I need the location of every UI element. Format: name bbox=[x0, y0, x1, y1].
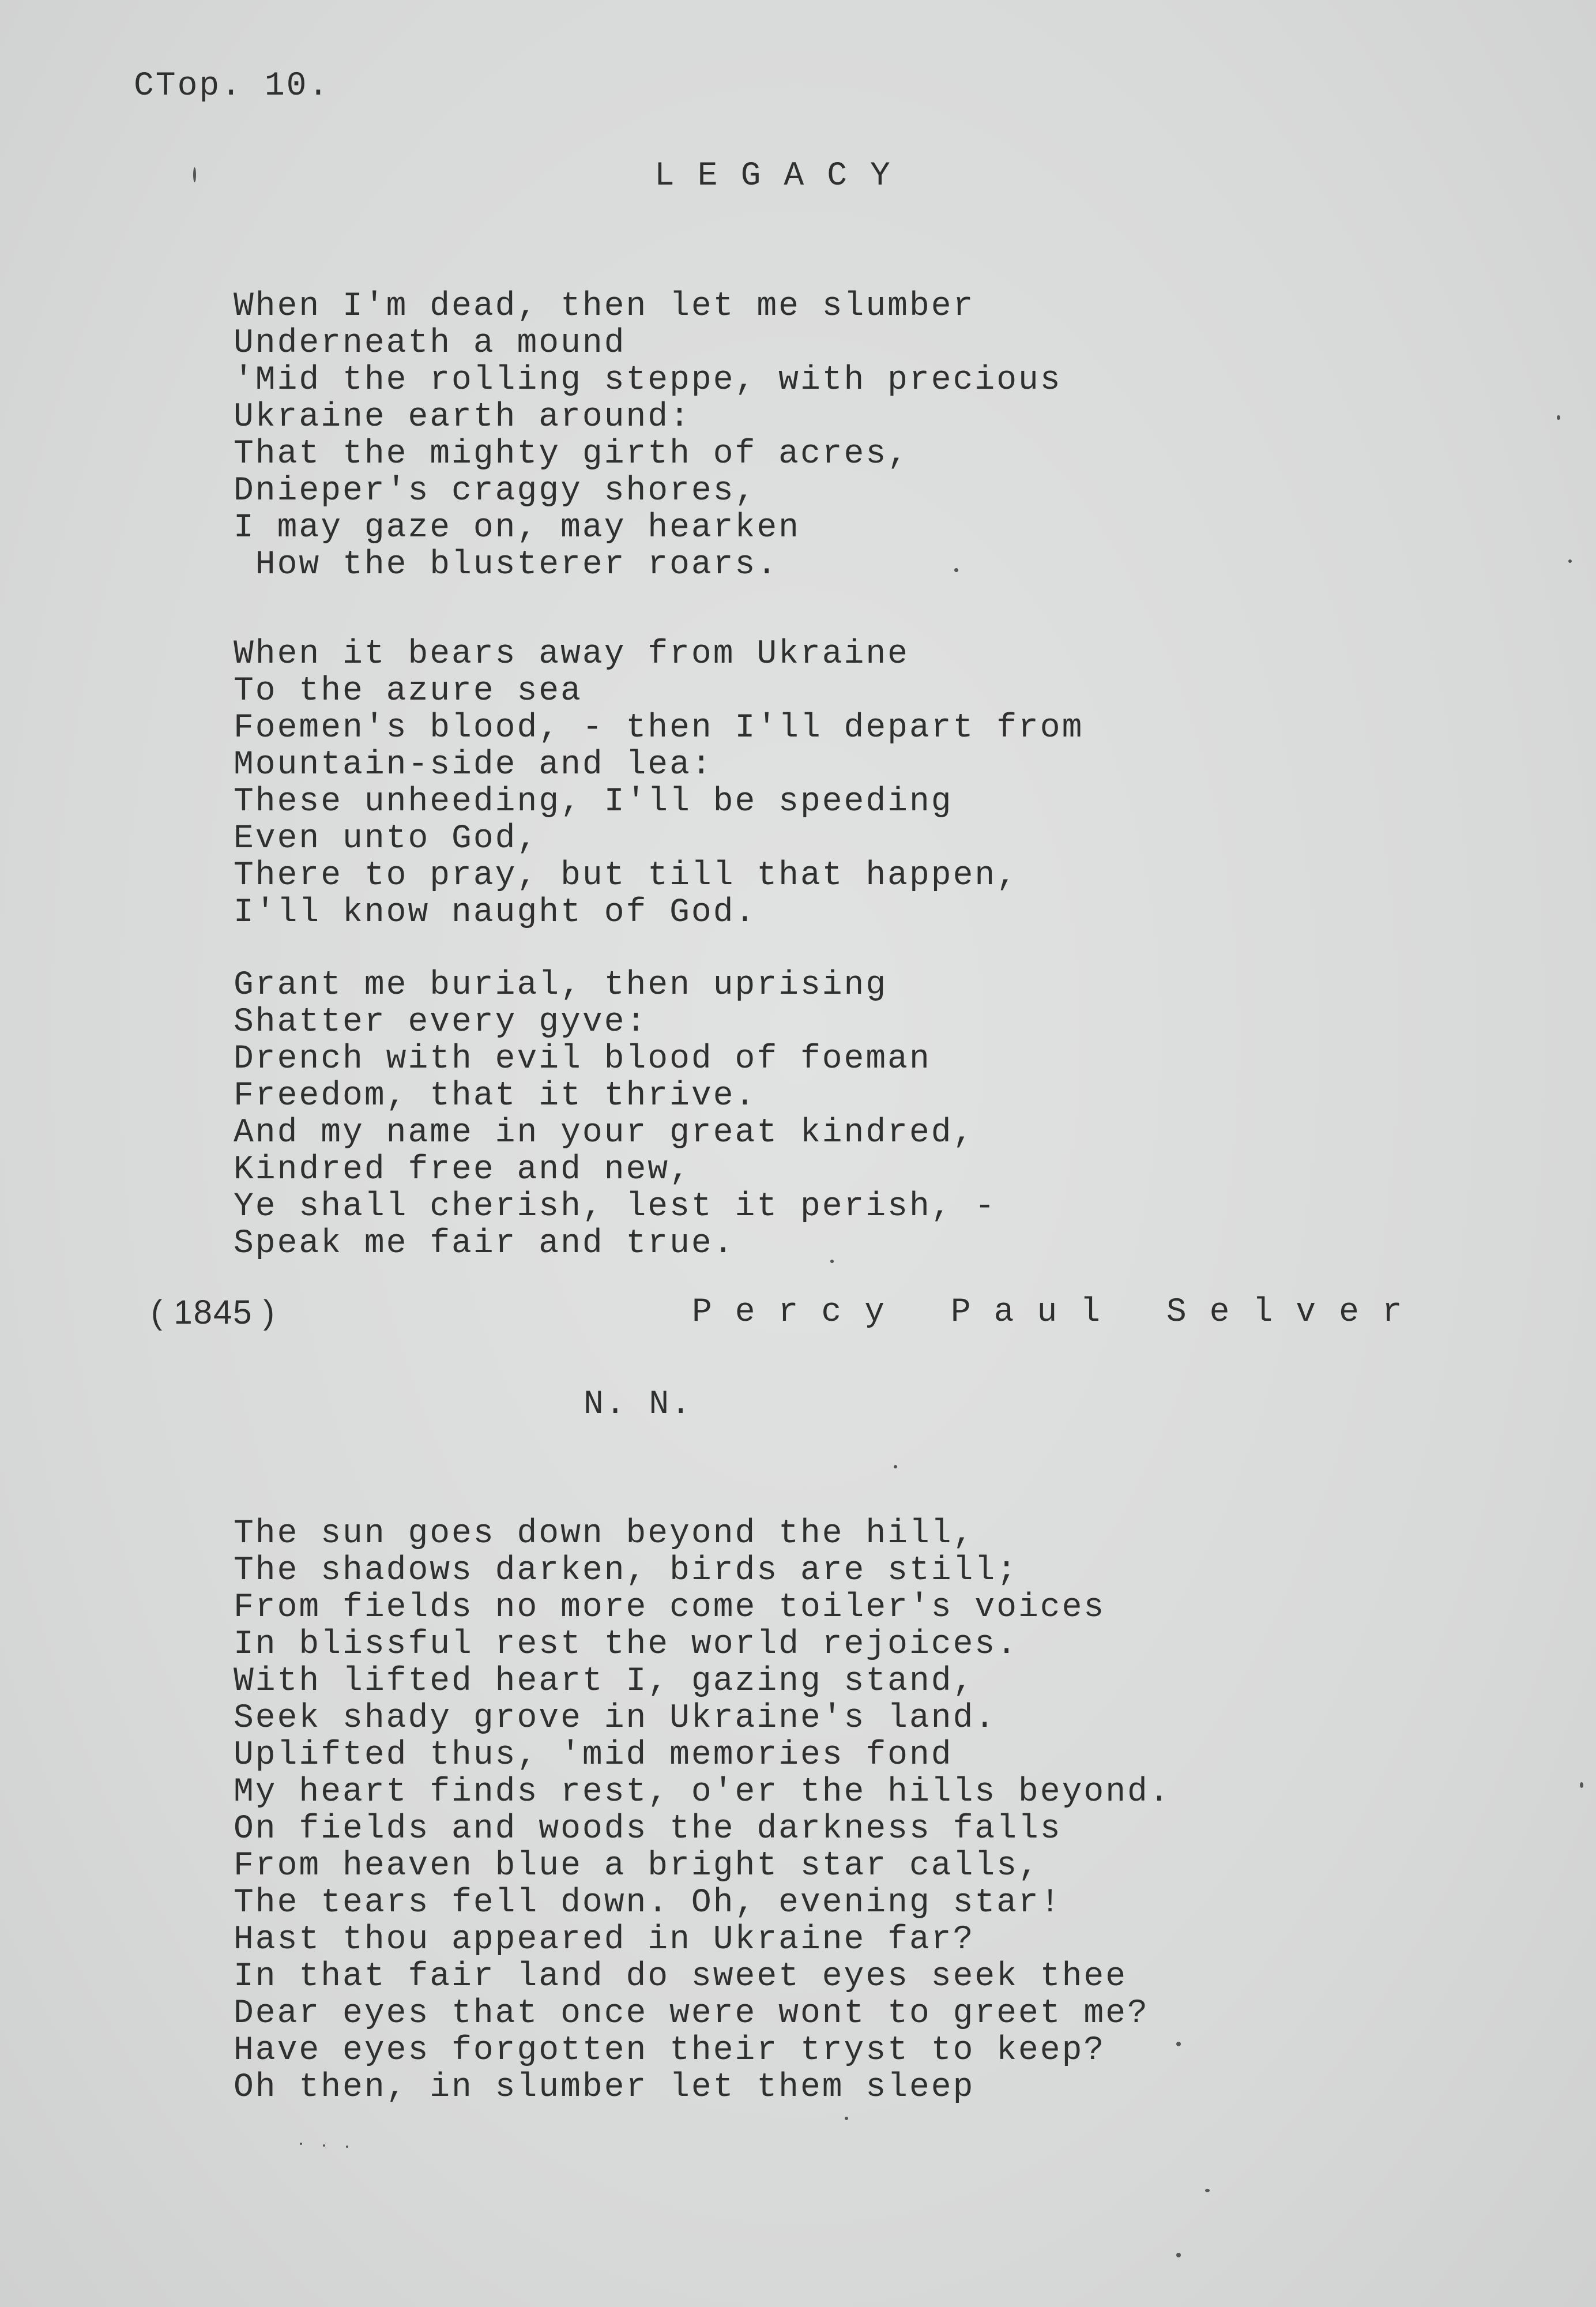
poem-line: My heart finds rest, o'er the hills beyond. bbox=[234, 1774, 1171, 1811]
poem-line: Freedom, that it thrive. bbox=[234, 1077, 757, 1115]
poem-line: On fields and woods the darkness falls bbox=[234, 1810, 1062, 1848]
poem-line: Hast thou appeared in Ukraine far? bbox=[234, 1921, 975, 1959]
paper-speck bbox=[323, 2144, 325, 2147]
paper-speck bbox=[894, 1465, 897, 1468]
legacy-stanza-1 bbox=[234, 288, 1062, 584]
poem-line: How the blusterer roars. bbox=[234, 546, 779, 584]
poem-line: That the mighty girth of acres, bbox=[234, 435, 909, 473]
poem-line: There to pray, but till that happen, bbox=[234, 857, 1019, 895]
poem-title-nn: N. N. bbox=[584, 1386, 693, 1423]
paper-speck bbox=[1176, 2042, 1181, 2046]
poem-line: From fields no more come toiler's voices bbox=[234, 1589, 1106, 1626]
poem-year: ( 1845 ) bbox=[151, 1294, 276, 1331]
legacy-stanza-2 bbox=[234, 636, 1083, 931]
poem-line: Uplifted thus, 'mid memories fond bbox=[234, 1737, 953, 1774]
poem-line: Foemen's blood, - then I'll depart from bbox=[234, 709, 1084, 747]
poem-line: Ye shall cherish, lest it perish, - bbox=[234, 1188, 997, 1226]
paper-speck bbox=[346, 2146, 348, 2148]
poem-line: These unheeding, I'll be speeding bbox=[234, 783, 953, 821]
poem-line: Have eyes forgotten their tryst to keep? bbox=[234, 2032, 1106, 2069]
nn-poem-body bbox=[234, 1516, 1171, 2106]
poem-line: The sun goes down beyond the hill, bbox=[234, 1515, 975, 1553]
paper-speck bbox=[830, 1260, 834, 1263]
poem-line: Speak me fair and true. bbox=[234, 1225, 735, 1263]
poem-line: When I'm dead, then let me slumber bbox=[234, 288, 975, 325]
poem-line: The shadows darken, birds are still; bbox=[234, 1552, 1019, 1590]
paper-speck bbox=[1568, 559, 1572, 563]
poem-line: From heaven blue a bright star calls, bbox=[234, 1847, 1040, 1885]
poem-line: Ukraine earth around: bbox=[234, 399, 691, 436]
poem-line: In blissful rest the world rejoices. bbox=[234, 1626, 1019, 1663]
paper-speck bbox=[193, 167, 196, 182]
paper-speck bbox=[1557, 415, 1560, 420]
poem-title-legacy: LEGACY bbox=[654, 157, 913, 195]
poem-line: Dear eyes that once were wont to greet me? bbox=[234, 1995, 1149, 2032]
poem-line: To the azure sea bbox=[234, 672, 582, 710]
poem-line: Mountain-side and lea: bbox=[234, 746, 713, 784]
poem-line: 'Mid the rolling steppe, with precious bbox=[234, 362, 1062, 399]
page-number: CTop. 10. bbox=[134, 67, 330, 105]
poem-line: With lifted heart I, gazing stand, bbox=[234, 1663, 975, 1700]
paper-speck bbox=[845, 2117, 848, 2120]
poem-line: Shatter every gyve: bbox=[234, 1004, 648, 1041]
translator-name: Percy Paul Selver bbox=[692, 1294, 1425, 1331]
poem-line: Kindred free and new, bbox=[234, 1151, 691, 1189]
poem-line: The tears fell down. Oh, evening star! bbox=[234, 1884, 1062, 1922]
poem-line: I may gaze on, may hearken bbox=[234, 509, 800, 547]
paper-speck bbox=[1205, 2189, 1210, 2192]
poem-line: Dnieper's craggy shores, bbox=[234, 472, 757, 510]
paper-speck bbox=[1580, 1782, 1583, 1788]
poem-line: Oh then, in slumber let them sleep bbox=[234, 2069, 975, 2106]
paper-speck bbox=[954, 568, 958, 572]
poem-line: Even unto God, bbox=[234, 820, 539, 858]
paper-speck bbox=[300, 2143, 302, 2145]
paper-speck bbox=[1176, 2253, 1181, 2257]
poem-line: And my name in your great kindred, bbox=[234, 1114, 975, 1152]
poem-line: Underneath a mound bbox=[234, 325, 626, 362]
poem-line: Drench with evil blood of foeman bbox=[234, 1040, 931, 1078]
poem-line: When it bears away from Ukraine bbox=[234, 636, 909, 673]
poem-line: I'll know naught of God. bbox=[234, 894, 757, 931]
poem-line: In that fair land do sweet eyes seek thee bbox=[234, 1958, 1128, 1996]
poem-line: Seek shady grove in Ukraine's land. bbox=[234, 1700, 997, 1737]
poem-line: Grant me burial, then uprising bbox=[234, 967, 888, 1004]
legacy-stanza-3 bbox=[234, 967, 996, 1263]
